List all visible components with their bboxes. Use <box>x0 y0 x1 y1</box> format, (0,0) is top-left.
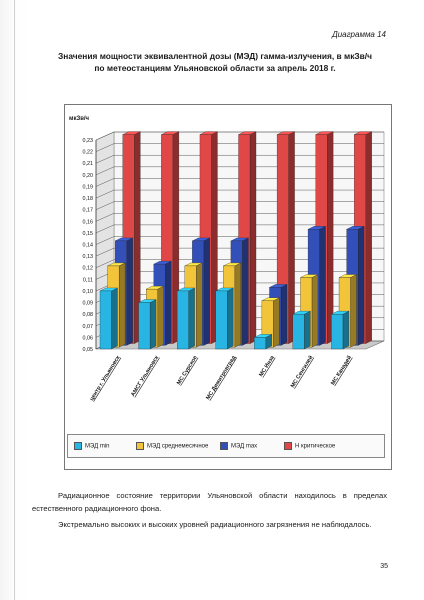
bar-1-series-1-side <box>112 288 118 349</box>
legend-swatch <box>74 442 82 450</box>
x-category-label: МС Сенгилей <box>289 354 315 390</box>
bar-2-series-1 <box>139 303 151 349</box>
chart-title-line-1: Значения мощности эквивалентной дозы (МЭД) гамма-излучения, в мкЗв/ч <box>58 51 372 61</box>
y-tick-label: 0,21 <box>82 161 93 168</box>
bar-3-series-1 <box>177 291 189 349</box>
x-category-label: МС Димитровград <box>205 354 238 402</box>
legend-swatch <box>284 442 292 450</box>
bar-4-series-1-side <box>227 288 233 349</box>
legend-swatch <box>136 442 144 450</box>
y-tick-label: 0,14 <box>82 242 93 249</box>
bar-6-series-3-side <box>320 226 326 345</box>
bar-5-series-1 <box>254 337 265 349</box>
bar-7-series-3-side <box>358 226 364 345</box>
bar-5-series-4-side <box>289 132 295 344</box>
paragraph-no-extreme-levels: Экстремально высоких и высоких уровней радиационного загрязнения не наблюдалось. <box>58 520 372 529</box>
y-tick-label: 0,12 <box>82 265 93 272</box>
bar-6-series-1 <box>293 314 305 349</box>
bar-5-series-3-side <box>281 284 287 345</box>
y-tick-label: 0,08 <box>82 312 93 319</box>
legend-item <box>284 442 335 450</box>
y-tick-label: 0,18 <box>82 196 93 203</box>
bar-1-series-1 <box>100 291 112 349</box>
bar-5-series-2-side <box>273 298 279 347</box>
legend-item <box>74 442 110 450</box>
bar-2-series-2-side <box>158 286 164 347</box>
bar-4-series-2-side <box>235 263 241 347</box>
bar-2-series-3-side <box>165 261 171 345</box>
bar-6-series-1-side <box>304 311 310 349</box>
bar-6-series-4-side <box>327 132 333 344</box>
y-tick-label: 0,17 <box>82 207 93 214</box>
legend-label: МЭД min <box>85 443 110 450</box>
x-category-label: МС Сурское <box>176 354 199 387</box>
y-tick-label: 0,07 <box>82 323 93 330</box>
legend-item <box>220 442 257 450</box>
legend-item <box>136 442 208 450</box>
y-tick-label: 0,23 <box>82 138 93 144</box>
bar-7-series-2-side <box>351 275 357 348</box>
y-tick-label: 0,15 <box>82 230 93 237</box>
bar-3-series-3-side <box>204 238 210 346</box>
chart-title-line-2: по метеостанциям Ульяновской области за апрель 2018 г. <box>94 63 336 73</box>
x-category-label: АМСГ Ульяновск <box>130 354 161 398</box>
y-tick-label: 0,20 <box>82 172 93 179</box>
legend-label: МЭД среднемесячное <box>147 443 209 450</box>
y-tick-label: 0,22 <box>82 149 93 156</box>
bar-2-series-1-side <box>150 300 156 349</box>
diagram-number: Диаграмма 14 <box>332 30 386 39</box>
y-tick-label: 0,13 <box>82 254 93 261</box>
y-tick-label: 0,09 <box>82 300 93 307</box>
y-tick-label: 0,10 <box>82 288 93 295</box>
legend-label: МЭД max <box>231 443 258 450</box>
bar-1-series-3-side <box>127 238 133 346</box>
y-tick-label: 0,16 <box>82 219 93 226</box>
bar-4-series-1 <box>216 291 228 349</box>
bar-4-series-4-side <box>250 132 256 344</box>
bar-1-series-2-side <box>119 263 125 347</box>
y-tick-label: 0,05 <box>82 347 93 353</box>
bar-3-series-2-side <box>196 263 202 347</box>
legend-swatch <box>220 442 228 450</box>
bar-3-series-1-side <box>189 288 195 349</box>
x-category-label: центр г. Ульяновск <box>89 354 122 403</box>
x-category-label: МС Инза <box>258 354 276 378</box>
y-axis-unit: мкЗв/ч <box>69 116 90 122</box>
y-tick-label: 0,11 <box>82 277 93 284</box>
y-tick-label: 0,06 <box>82 335 93 342</box>
x-category-label: МС Канадей <box>330 354 354 387</box>
y-tick-label: 0,19 <box>82 184 93 191</box>
bar-7-series-1 <box>331 314 343 349</box>
bar-7-series-4-side <box>366 132 372 344</box>
bar-4-series-3-side <box>242 238 248 346</box>
bar-6-series-2-side <box>312 275 318 348</box>
paragraph-radiation-state: Радиационное состояние территории Ульяновской области находилось в пределах естественного радиационного фона. <box>32 491 387 513</box>
legend-label: Н критическое <box>295 443 336 450</box>
chart-legend <box>67 434 385 458</box>
bar-7-series-1-side <box>343 311 349 349</box>
page-number: 35 <box>380 563 388 570</box>
